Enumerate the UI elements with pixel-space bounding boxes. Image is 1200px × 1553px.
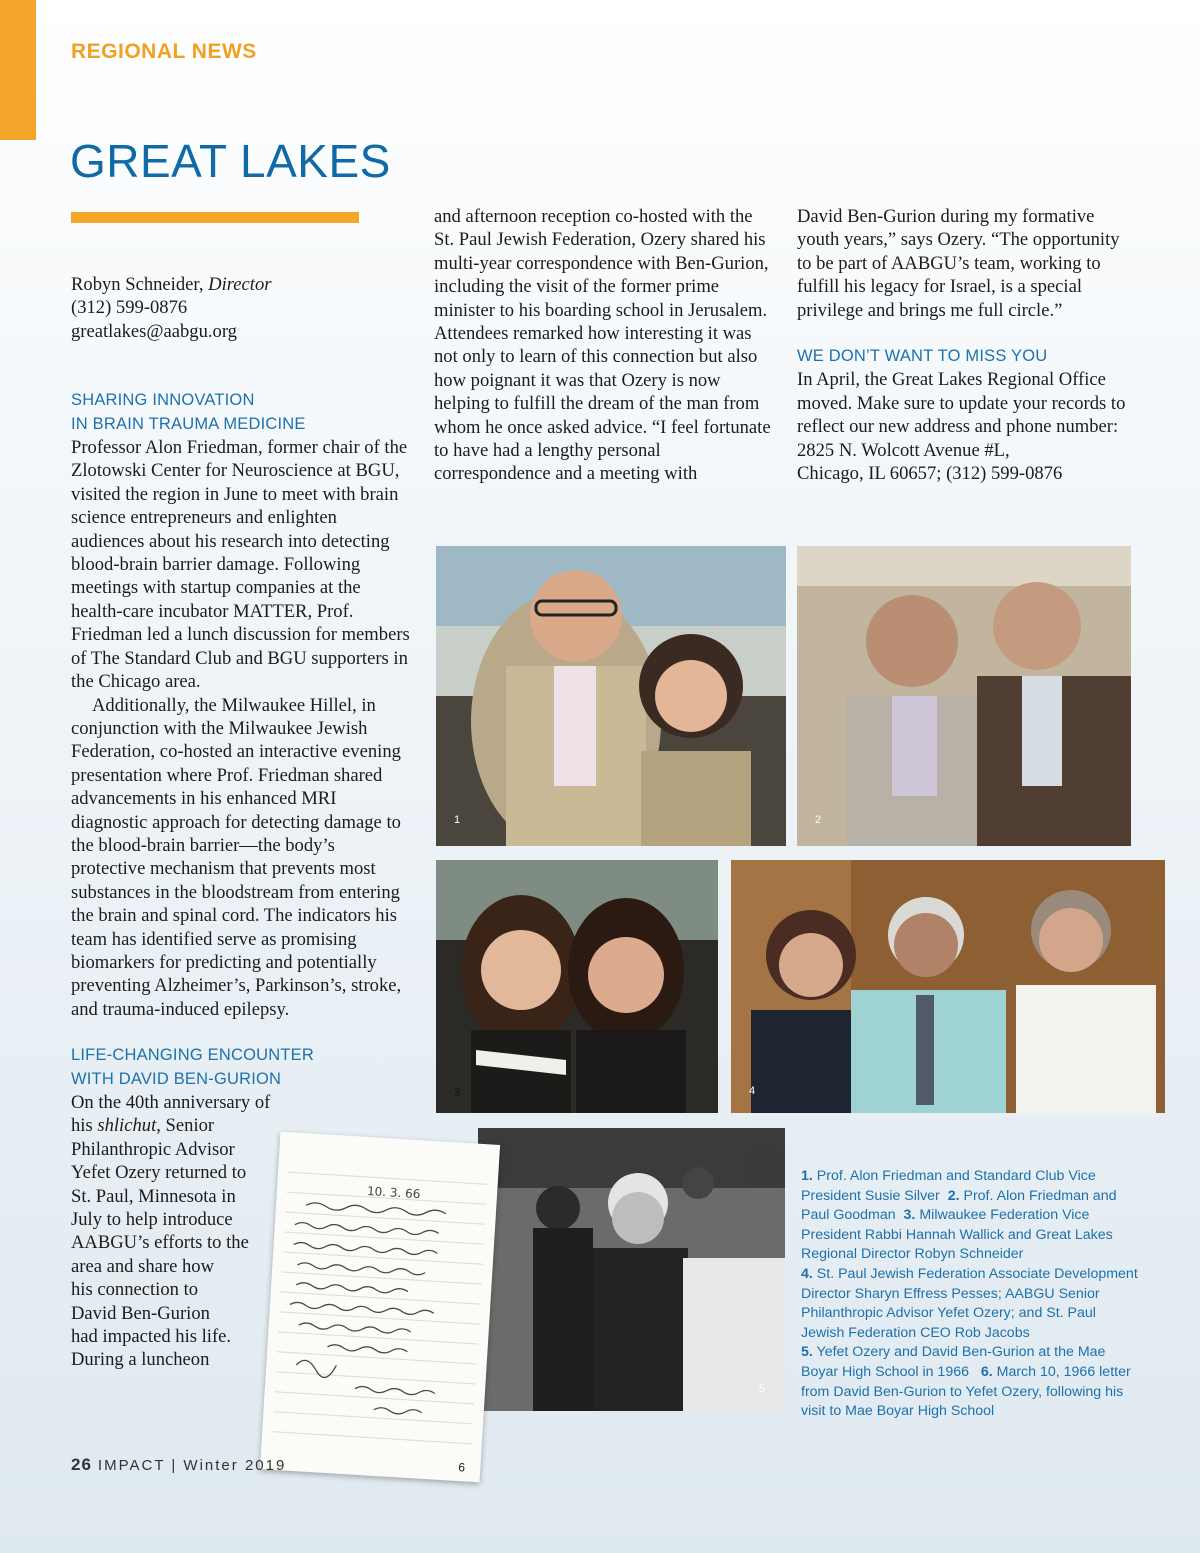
- article2-line: Yefet Ozery returned to: [71, 1162, 247, 1184]
- right-column: [797, 205, 1137, 485]
- page-number: 26: [71, 1455, 92, 1474]
- article2-line: his connection to: [71, 1279, 199, 1301]
- article2-line: his shlichut, Senior: [71, 1115, 215, 1137]
- article2-line: During a luncheon: [71, 1349, 210, 1371]
- article1-heading-line2: IN BRAIN TRAUMA MEDICINE: [71, 414, 306, 433]
- page-title: GREAT LAKES: [70, 135, 391, 187]
- article2-line: July to help introduce: [71, 1209, 233, 1231]
- photo-captions: [801, 1167, 1141, 1422]
- photo-2-illustration: [797, 546, 1131, 846]
- caption-3: 3. Milwaukee Federation Vice President Rabbi Hannah Wallick and Great Lakes Regional Director Robyn Schneider: [801, 1207, 1113, 1263]
- letter-handwriting: [260, 1132, 500, 1483]
- article3-text: In April, the Great Lakes Regional Office moved. Make sure to update your records to reflect our new address and phone number:: [797, 369, 1126, 438]
- article2-line: On the 40th anniversary of: [71, 1092, 271, 1113]
- article2-line: AABGU’s efforts to the: [71, 1232, 249, 1254]
- article3-address2: Chicago, IL 60657; (312) 599-0876: [797, 463, 1063, 485]
- contact-role: Director: [208, 274, 272, 295]
- article2-line: area and share how: [71, 1255, 214, 1277]
- article2-right-text: David Ben-Gurion during my formative youth years,” says Ozery. “The opportunity to be part of AABGU’s team, working to fulfill his legacy for Israel, is a special privilege and brings me full circle.”: [797, 206, 1120, 321]
- photo-1-number: 1: [454, 814, 461, 826]
- orange-corner-tab: [0, 0, 36, 140]
- section-label: REGIONAL NEWS: [71, 40, 257, 63]
- article2-line: David Ben-Gurion: [71, 1302, 210, 1324]
- article2-line: had impacted his life.: [71, 1326, 232, 1348]
- caption-5: 5. Yefet Ozery and David Ben-Gurion at the Mae Boyar High School in 1966: [801, 1344, 1106, 1380]
- photo-1-illustration: [436, 546, 786, 846]
- caption-1: 1. Prof. Alon Friedman and Standard Club Vice President Susie Silver: [801, 1168, 1096, 1204]
- article3-address1: 2825 N. Wolcott Avenue #L,: [797, 439, 1010, 461]
- caption-4: 4. St. Paul Jewish Federation Associate Development Director Sharyn Effress Pesses; AABGU Senior Philanthropic Advisor Yefet Ozery; and St. Paul Jewish Federation CEO Rob Jacobs: [801, 1265, 1138, 1341]
- photo-3-illustration: [436, 860, 718, 1113]
- article3-heading: WE DON’T WANT TO MISS YOU: [797, 347, 1048, 366]
- article2-line: St. Paul, Minnesota in: [71, 1185, 236, 1207]
- photo-2-number: 2: [815, 814, 822, 826]
- photo-5-number: 5: [758, 1383, 765, 1395]
- photo-4: [731, 860, 1165, 1113]
- contact-email[interactable]: greatlakes@aabgu.org: [71, 320, 237, 342]
- photo-5: [478, 1128, 785, 1411]
- photo-4-number: 4: [749, 1085, 756, 1097]
- photo-6-letter: [260, 1132, 500, 1483]
- article2-line: Philanthropic Advisor: [71, 1138, 235, 1160]
- photo-3: [436, 860, 718, 1113]
- article2-mid-text: and afternoon reception co-hosted with the St. Paul Jewish Federation, Ozery shared his multi-year correspondence with Ben-Gurion, including the visit of the former prime minister to his boarding school in Jerusalem. Attendees remarked how interesting it was not only to learn of this connection but also how poignant it was that Ozery is now helping to fulfill the dream of the man from whom he once asked advice. “I feel fortunate to have had a lengthy personal correspondence and a meeting with: [434, 206, 771, 485]
- article1-heading-line1: SHARING INNOVATION: [71, 391, 255, 410]
- article1-para1: Professor Alon Friedman, former chair of the Zlotowski Center for Neuroscience at BGU, visited the region in June to meet with brain science entrepreneurs and enlighten audiences about his research into detecting blood-brain barrier damage. Following meetings with startup companies at the health-care incubator MATTER, Prof. Friedman led a lunch discussion for members of The Standard Club and BGU supporters in the Chicago area.: [71, 437, 410, 693]
- photo-5-illustration: [478, 1128, 785, 1411]
- photo-3-number: 3: [454, 1087, 461, 1099]
- page-footer: [71, 1455, 286, 1475]
- caption-6: 6. March 10, 1966 letter from David Ben-Gurion to Yefet Ozery, following his visit to Mae Boyar High School: [801, 1363, 1131, 1420]
- article1-para2: Additionally, the Milwaukee Hillel, in conjunction with the Milwaukee Jewish Federation, co-hosted an interactive evening presentation where Prof. Friedman shared advancements in his enhanced MRI diagnostic approach for detecting damage to the blood-brain barrier—the body’s protective mechanism that prevents most substances in the bloodstream from entering the brain and spinal cord. The indicators his team has identified serve as promising biomarkers for predicting and potentially preventing Alzheimer’s, Parkinson’s, stroke, and trauma-induced epilepsy.: [71, 694, 402, 1020]
- article2-heading-line2: WITH DAVID BEN-GURION: [71, 1069, 282, 1088]
- caption-2: 2. Prof. Alon Friedman and Paul Goodman: [801, 1187, 1117, 1224]
- photo-4-illustration: [731, 860, 1165, 1113]
- article2-left-text: [71, 1091, 293, 1372]
- contact-name: Robyn Schneider,: [71, 274, 204, 295]
- middle-column: [434, 205, 774, 486]
- contact-phone: (312) 599-0876: [71, 297, 188, 319]
- publication-name: IMPACT | Winter 2019: [97, 1457, 287, 1474]
- title-rule: [71, 212, 359, 223]
- contact-name-line: [71, 273, 411, 296]
- article2-heading-line1: LIFE-CHANGING ENCOUNTER: [71, 1046, 314, 1065]
- letter-date: 10. 3. 66: [366, 1184, 421, 1202]
- photo-6-number: 6: [457, 1460, 466, 1475]
- photo-1: [436, 546, 786, 846]
- photo-2: [797, 546, 1131, 846]
